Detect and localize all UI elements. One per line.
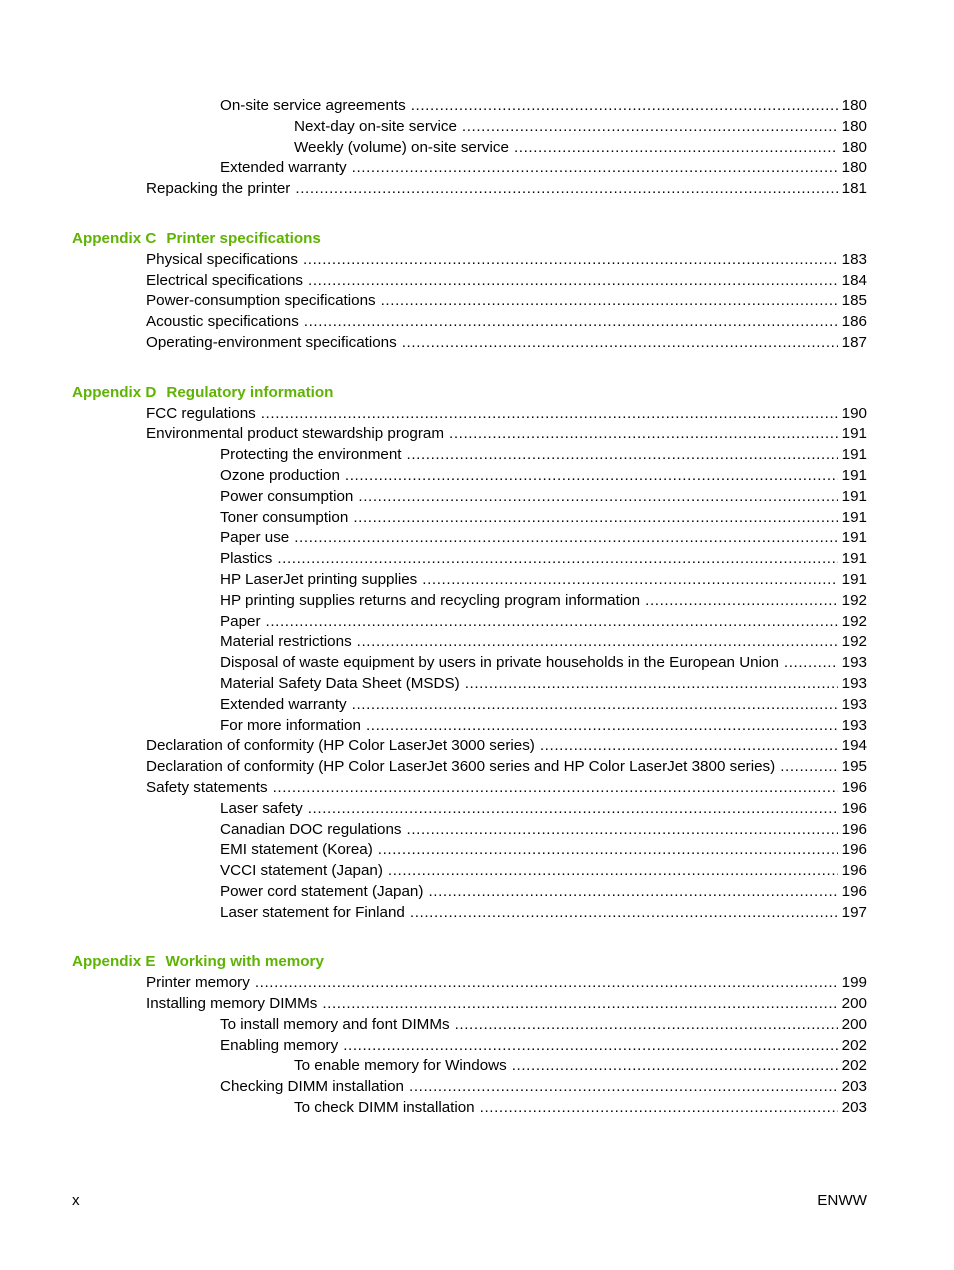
toc-entry[interactable] xyxy=(220,96,867,117)
toc-entry-page: 195 xyxy=(841,758,867,776)
toc-entry-title: HP printing supplies returns and recycling program information xyxy=(220,591,641,609)
toc-entry-page: 193 xyxy=(841,716,867,734)
toc-entry-title: Plastics xyxy=(220,550,273,568)
dot-leader xyxy=(407,820,838,841)
toc-entry-page: 191 xyxy=(841,446,867,464)
toc-entry[interactable] xyxy=(146,994,867,1015)
dot-leader xyxy=(514,138,838,159)
dot-leader xyxy=(357,632,838,653)
toc-entry[interactable] xyxy=(146,973,867,994)
dot-leader xyxy=(407,445,838,466)
toc-entry-page: 191 xyxy=(841,487,867,505)
toc-entry[interactable] xyxy=(220,820,867,841)
toc-entry-page: 202 xyxy=(841,1036,867,1054)
toc-entry[interactable] xyxy=(220,508,867,529)
toc-entry[interactable] xyxy=(146,250,867,271)
dot-leader xyxy=(455,1015,838,1036)
toc-entry[interactable] xyxy=(220,861,867,882)
toc-entry-title: Laser safety xyxy=(220,799,303,817)
toc-entry[interactable] xyxy=(146,424,867,445)
dot-leader xyxy=(352,158,838,179)
toc-entry-page: 184 xyxy=(841,271,867,289)
dot-leader xyxy=(358,487,837,508)
toc-entry[interactable] xyxy=(220,1077,867,1098)
dot-leader xyxy=(343,1036,837,1057)
toc-entry-title: Material restrictions xyxy=(220,633,352,651)
toc-entry-title: Weekly (volume) on-site service xyxy=(294,138,509,156)
toc-group-appendix-e xyxy=(0,973,954,1119)
toc-entry[interactable] xyxy=(146,312,867,333)
toc-entry[interactable] xyxy=(146,179,867,200)
toc-entry[interactable] xyxy=(220,549,867,570)
toc-entry-title: EMI statement (Korea) xyxy=(220,841,373,859)
toc-entry-page: 193 xyxy=(841,695,867,713)
dot-leader xyxy=(449,424,838,445)
toc-entry[interactable] xyxy=(294,1056,867,1077)
toc-entry[interactable] xyxy=(220,158,867,179)
toc-entry[interactable] xyxy=(220,466,867,487)
toc-entry[interactable] xyxy=(294,1098,867,1119)
appendix-title: Printer specifications xyxy=(166,229,321,247)
toc-entry-page: 180 xyxy=(841,97,867,114)
dot-leader xyxy=(308,799,838,820)
toc-entry-title: Laser statement for Finland xyxy=(220,903,405,921)
dot-leader xyxy=(294,528,837,549)
appendix-label: Appendix D xyxy=(72,383,157,401)
dot-leader xyxy=(388,861,838,882)
toc-entry-title: VCCI statement (Japan) xyxy=(220,862,383,880)
toc-entry-page: 199 xyxy=(841,974,867,992)
appendix-title: Working with memory xyxy=(165,953,324,971)
dot-leader xyxy=(411,96,838,117)
toc-entry[interactable] xyxy=(146,291,867,312)
toc-entry[interactable] xyxy=(220,570,867,591)
toc-entry-page: 203 xyxy=(841,1099,867,1117)
toc-entry-page: 185 xyxy=(841,292,867,310)
toc-group-appendix-c xyxy=(0,250,954,354)
toc-entry-title: Paper use xyxy=(220,529,290,547)
toc-entry[interactable] xyxy=(220,445,867,466)
toc-entry-title: For more information xyxy=(220,716,361,734)
toc-entry[interactable] xyxy=(220,1036,867,1057)
toc-entry[interactable] xyxy=(220,653,867,674)
dot-leader xyxy=(261,404,838,425)
toc-entry[interactable] xyxy=(220,882,867,903)
toc-entry-page: 196 xyxy=(841,778,867,796)
dot-leader xyxy=(266,612,838,633)
toc-entry-title: Safety statements xyxy=(146,778,268,796)
toc-entry[interactable] xyxy=(220,528,867,549)
toc-entry-title: Enabling memory xyxy=(220,1036,339,1054)
toc-group-appendix-d xyxy=(0,404,954,924)
toc-entry-title: Paper xyxy=(220,612,261,630)
dot-leader xyxy=(645,591,838,612)
toc-entry-title: Power consumption xyxy=(220,487,354,505)
toc-entry-title: Operating-environment specifications xyxy=(146,333,397,351)
toc-entry-page: 193 xyxy=(841,654,867,672)
dot-leader xyxy=(540,736,838,757)
dot-leader xyxy=(352,695,838,716)
dot-leader xyxy=(410,903,838,924)
toc-entry-title: Electrical specifications xyxy=(146,271,303,289)
dot-leader xyxy=(409,1077,838,1098)
toc-entry-page: 181 xyxy=(841,180,867,198)
toc-entry-page: 194 xyxy=(841,737,867,755)
toc-entry-title: To enable memory for Windows xyxy=(294,1057,507,1075)
toc-entry-page: 191 xyxy=(841,466,867,484)
toc-entry-title: Acoustic specifications xyxy=(146,313,299,331)
footer-doc-code: ENWW xyxy=(817,1192,867,1209)
toc-entry-page: 197 xyxy=(841,903,867,921)
dot-leader xyxy=(462,117,838,138)
dot-leader xyxy=(295,179,837,200)
appendix-label: Appendix C xyxy=(72,229,157,247)
toc-entry-page: 180 xyxy=(841,117,867,135)
toc-entry-title: Next-day on-site service xyxy=(294,117,457,135)
toc-entry-page: 180 xyxy=(841,138,867,156)
toc-entry-title: Declaration of conformity (HP Color LaserJet 3000 series) xyxy=(146,737,535,755)
dot-leader xyxy=(308,271,838,292)
toc-entry-title: Material Safety Data Sheet (MSDS) xyxy=(220,674,460,692)
toc-entry[interactable] xyxy=(146,736,867,757)
dot-leader xyxy=(378,840,838,861)
toc-entry[interactable] xyxy=(220,591,867,612)
toc-entry-page: 190 xyxy=(841,404,867,422)
toc-entry-page: 191 xyxy=(841,550,867,568)
toc-entry-page: 192 xyxy=(841,591,867,609)
toc-entry-page: 202 xyxy=(841,1057,867,1075)
dot-leader xyxy=(353,508,837,529)
dot-leader xyxy=(512,1056,838,1077)
dot-leader xyxy=(428,882,837,903)
toc-entry-page: 186 xyxy=(841,313,867,331)
footer-page-number: x xyxy=(72,1192,80,1209)
toc-entry-title: HP LaserJet printing supplies xyxy=(220,570,418,588)
dot-leader xyxy=(381,291,838,312)
dot-leader xyxy=(303,250,838,271)
toc-entry-title: Extended warranty xyxy=(220,159,347,177)
toc-entry[interactable] xyxy=(220,799,867,820)
dot-leader xyxy=(422,570,837,591)
toc-entry-page: 191 xyxy=(841,570,867,588)
toc-entry-title: Protecting the environment xyxy=(220,446,402,464)
toc-entry-page: 196 xyxy=(841,841,867,859)
toc-entry-page: 193 xyxy=(841,674,867,692)
toc-entry-page: 200 xyxy=(841,995,867,1013)
appendix-title: Regulatory information xyxy=(166,383,334,401)
toc-entry-title: Installing memory DIMMs xyxy=(146,995,318,1013)
appendix-label: Appendix E xyxy=(72,953,156,971)
toc-entry-page: 192 xyxy=(841,612,867,630)
toc-entry[interactable] xyxy=(146,757,867,778)
toc-entry-page: 187 xyxy=(841,333,867,351)
toc-entry-title: Checking DIMM installation xyxy=(220,1078,405,1096)
toc-entry-page: 191 xyxy=(841,425,867,443)
dot-leader xyxy=(465,674,838,695)
toc-entry[interactable] xyxy=(220,695,867,716)
toc-entry-page: 191 xyxy=(841,529,867,547)
toc-entry-title: Power-consumption specifications xyxy=(146,292,376,310)
toc-entry-page: 192 xyxy=(841,633,867,651)
toc-entry-page: 203 xyxy=(841,1078,867,1096)
dot-leader xyxy=(780,757,837,778)
toc-entry-page: 200 xyxy=(841,1015,867,1033)
dot-leader xyxy=(345,466,838,487)
toc-entry-page: 180 xyxy=(841,159,867,177)
toc-entry-title: Printer memory xyxy=(146,974,250,992)
dot-leader xyxy=(366,716,838,737)
dot-leader xyxy=(402,333,838,354)
dot-leader xyxy=(255,973,838,994)
toc-entry[interactable] xyxy=(146,271,867,292)
toc-entry[interactable] xyxy=(220,612,867,633)
toc-entry-title: Toner consumption xyxy=(220,508,349,526)
toc-entry-title: Declaration of conformity (HP Color LaserJet 3600 series and HP Color LaserJet 3800 series) xyxy=(146,758,776,776)
toc-entry-title: Power cord statement (Japan) xyxy=(220,882,424,900)
toc-entry-title: To install memory and font DIMMs xyxy=(220,1015,450,1033)
toc-entry-page: 196 xyxy=(841,882,867,900)
toc-entry-title: On-site service agreements xyxy=(220,97,406,114)
dot-leader xyxy=(784,653,838,674)
toc-entry-title: Environmental product stewardship program xyxy=(146,425,444,443)
appendix-e-heading[interactable] xyxy=(72,952,954,973)
toc-entry[interactable] xyxy=(146,404,867,425)
toc-entry[interactable] xyxy=(294,138,867,159)
toc-entry[interactable] xyxy=(220,632,867,653)
toc-entry-title: Extended warranty xyxy=(220,695,347,713)
toc-entry-title: FCC regulations xyxy=(146,404,256,422)
toc-entry-title: Ozone production xyxy=(220,466,340,484)
toc-group-top xyxy=(0,96,954,200)
dot-leader xyxy=(322,994,837,1015)
toc-entry[interactable] xyxy=(220,903,867,924)
toc-entry-page: 183 xyxy=(841,250,867,268)
toc-entry[interactable] xyxy=(146,778,867,799)
toc-entry-page: 196 xyxy=(841,862,867,880)
toc-entry-page: 196 xyxy=(841,799,867,817)
dot-leader xyxy=(277,549,837,570)
toc-entry-page: 196 xyxy=(841,820,867,838)
appendix-c-heading[interactable] xyxy=(72,229,954,250)
toc-entry[interactable] xyxy=(294,117,867,138)
toc-entry[interactable] xyxy=(146,333,867,354)
toc-entry-page: 191 xyxy=(841,508,867,526)
toc-entry-title: Canadian DOC regulations xyxy=(220,820,402,838)
toc-entry[interactable] xyxy=(220,674,867,695)
dot-leader xyxy=(304,312,838,333)
dot-leader xyxy=(273,778,838,799)
toc-entry-title: Repacking the printer xyxy=(146,180,291,198)
toc-entry[interactable] xyxy=(220,487,867,508)
table-of-contents xyxy=(0,96,954,1119)
dot-leader xyxy=(480,1098,838,1119)
toc-entry[interactable] xyxy=(220,840,867,861)
appendix-d-heading[interactable] xyxy=(72,383,954,404)
toc-entry[interactable] xyxy=(220,716,867,737)
toc-entry[interactable] xyxy=(220,1015,867,1036)
toc-entry-title: To check DIMM installation xyxy=(294,1099,475,1117)
toc-entry-title: Disposal of waste equipment by users in private households in the European Union xyxy=(220,654,779,672)
toc-entry-title: Physical specifications xyxy=(146,250,298,268)
